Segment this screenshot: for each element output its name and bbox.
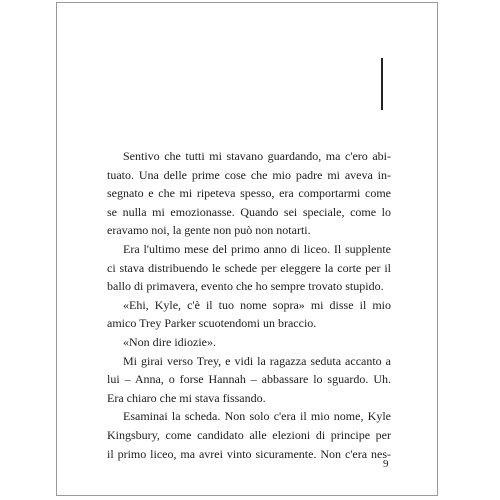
chapter-marker bbox=[381, 58, 383, 110]
text-line: ballo di primavera, evento che ho sempre trovato stupido. bbox=[107, 279, 384, 294]
paragraph-5 bbox=[107, 352, 391, 408]
text-line: segnato e che mi ripeteva spesso, era comportarmi come bbox=[107, 186, 391, 201]
text-line: eravamo noi, la gente non può non notarti. bbox=[107, 223, 311, 238]
paragraph-2 bbox=[107, 240, 391, 296]
text-line: Era chiaro che mi stava fissando. bbox=[107, 390, 266, 405]
page-number: 9 bbox=[383, 458, 389, 470]
text-line: «Ehi, Kyle, c'è il tuo nome sopra» mi disse il mio bbox=[123, 297, 391, 312]
paragraph-3 bbox=[107, 296, 391, 333]
text-line: Sentivo che tutti mi stavano guardando, ma c'ero abi- bbox=[123, 149, 391, 163]
text-line: Mi girai verso Trey, e vidi la ragazza seduta accanto a bbox=[123, 353, 391, 368]
text-line: «Non dire idiozie». bbox=[123, 334, 216, 349]
text-line: ci stava distribuendo le schede per eleggere la corte per il bbox=[107, 260, 391, 275]
text-line: lui – Anna, o forse Hannah – abbassare lo sguardo. Uh. bbox=[107, 372, 391, 387]
text-line: amico Trey Parker scuotendomi un braccio. bbox=[107, 316, 317, 331]
text-line: tuato. Una delle prime cose che mio padre mi aveva in- bbox=[107, 167, 391, 182]
text-line: il primo liceo, ma avrei vinto sicuramente. Non c'era nes- bbox=[107, 446, 391, 461]
paragraph-6 bbox=[107, 407, 391, 463]
text-line: Esaminai la scheda. Non solo c'era il mio nome, Kyle bbox=[123, 409, 391, 424]
text-line: se nulla mi emozionasse. Quando sei speciale, come lo bbox=[107, 204, 391, 219]
text-line: Kingsbury, come candidato alle elezioni di principe per bbox=[107, 427, 391, 442]
paragraph-4 bbox=[107, 333, 391, 352]
paragraph-1 bbox=[107, 147, 391, 240]
body-text bbox=[107, 147, 391, 463]
text-line: Era l'ultimo mese del primo anno di liceo. Il supplente bbox=[123, 241, 391, 256]
